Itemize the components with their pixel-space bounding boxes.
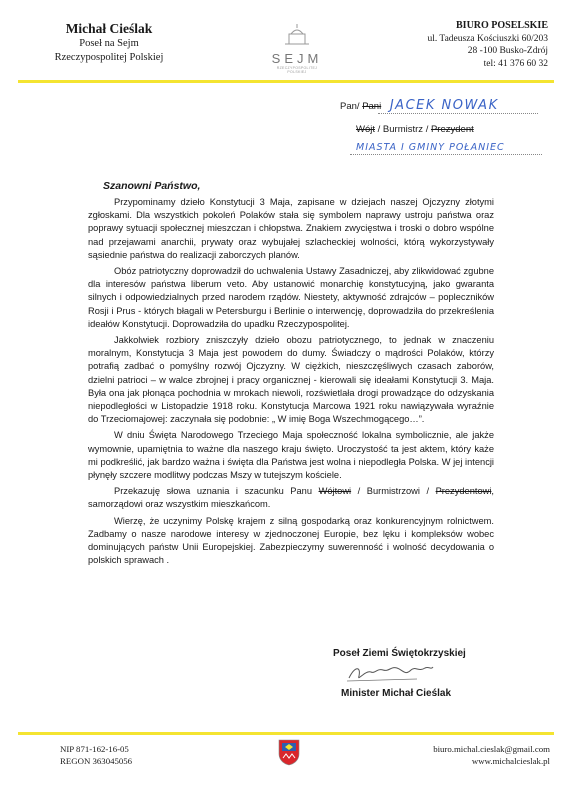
- thanks-burmistrz: / Burmistrzowi /: [351, 486, 436, 497]
- coat-of-arms-icon: [278, 738, 300, 766]
- paragraph: Jakkolwiek rozbiory zniszczyły dzieło obozu patriotycznego, to jednak w znaczeniu moralnym, Konstytucja 3 Maja jest powodem do dumy. Świadczy o mądrości Polaków, którzy potrafią zadbać o pomyślny rozwój Ojczyzny. W ciężkich, nieszczęśliwych czasach zaborów, dzielni patrioci – w walce zbrojnej i pracy organicznej - kierowali się ideałami Konstytucji 3. Maja. Była ona jak płonąca pochodnia w mrokach niewoli, rozświetlała drogi prowadzące do odzyskania niepodległości w Listopadzie 1918 roku. Konstytucja Marcowa 1921 roku nawiązywała wyraźnie do Trzeciomajowej: zaczynała się podobnie: „ W imię Boga Wszechmogącego…”.: [88, 335, 494, 425]
- office-underline: [350, 154, 542, 155]
- handwritten-name: JACEK NOWAK: [389, 98, 499, 113]
- office-title: BIURO POSELSKIE: [456, 20, 548, 31]
- signature-name: Minister Michał Cieślak: [341, 688, 452, 699]
- office-city: 28 -100 Busko-Zdrój: [467, 46, 548, 57]
- header-divider: [18, 80, 554, 83]
- office-address-block: [378, 20, 548, 70]
- footer-website-link[interactable]: www.michalcieslak.pl: [471, 756, 550, 766]
- mp-title-country: Rzeczypospolitej Polskiej: [54, 52, 164, 63]
- office-phone: tel: 41 376 60 32: [483, 58, 548, 69]
- sejm-logo: [267, 24, 327, 74]
- thanks-prezydent: Prezydentowi: [435, 486, 492, 497]
- mp-name: Michał Cieślak: [65, 21, 153, 36]
- office-street: ul. Tadeusza Kościuszki 60/203: [427, 33, 548, 44]
- thanks-text: Przekazuję słowa uznania i szacunku Panu: [114, 486, 319, 497]
- name-underline: [378, 113, 538, 114]
- nip-number: NIP 871-162-16-05: [60, 744, 129, 754]
- closing-paragraph: Wierzę, że uczynimy Polskę krajem z silną gospodarką oraz konkurencyjnym rolnictwem. Zadbamy o nasze narodowe interesy w zjednoczonej Europie, bez lęku i kompleksów wobec dominujących państw Unii Europejskiej. Zabezpieczymy suwerenność i wolność decydowania o polskich sprawach .: [88, 515, 494, 566]
- handwritten-office: MIASTA I GMINY POŁANIEC: [356, 142, 505, 153]
- signature-title: Poseł Ziemi Świętokrzyskiej: [333, 648, 466, 659]
- burmistrz-label: Burmistrz: [382, 124, 424, 135]
- separator: /: [425, 124, 429, 135]
- sejm-logo-subtitle: RZECZYPOSPOLITEJ POLSKIEJ: [276, 66, 318, 74]
- paragraph: Przypominamy dzieło Konstytucji 3 Maja, zapisane w dziejach naszej Ojczyzny złotymi zgłoskami. Dla wszystkich pokoleń Polaków stała się symbolem naprawy ustroju państwa oraz poprawy sytuacji społecznej mieszczan i chłopstwa. Znakiem zwycięstwa i troski o dobro wspólne nad przejawami anarchii, prywaty oraz wybujałej szlacheckiej wolności, którą wykorzystywały sąsiednie państwa do realizacji zaborczych planów.: [88, 197, 494, 260]
- footer-contact: [433, 743, 550, 767]
- thanks-wojt: Wójtowi: [318, 486, 352, 497]
- pani-label: Pani: [362, 101, 382, 112]
- sejm-building-icon: [267, 24, 327, 46]
- mp-header-block: [24, 20, 194, 65]
- addressee-name-line: [340, 98, 499, 113]
- sejm-logo-word: SEJM: [271, 51, 323, 66]
- handwritten-signature: [345, 662, 435, 684]
- pan-label: Pan/: [340, 101, 360, 112]
- addressee-office-line: [356, 124, 474, 135]
- salutation: Szanowni Państwo,: [103, 180, 201, 192]
- paragraph: W dniu Święta Narodowego Trzeciego Maja społeczność lokalna symbolicznie, ale jakże wymownie, upamiętnia to ważne dla naszego kraju święto. Uroczystość ta jest aktem, który każe mi podkreślić, jak bardzo ważna i święta dla Państwa jest wolna i niepodległa Polska. W jej intencji płynęły szczere modlitwy podczas Mszy w tutejszym kościele.: [88, 430, 494, 481]
- regon-number: REGON 363045056: [60, 756, 133, 766]
- thanks-text-end: , samorządowi oraz wszystkim mieszkańcom.: [88, 486, 494, 510]
- wojt-label: Wójt: [356, 124, 375, 135]
- letter-body: [88, 196, 494, 570]
- footer-divider: [18, 732, 554, 735]
- prezydent-label: Prezydent: [430, 124, 474, 135]
- paragraph: Obóz patriotyczny doprowadził do uchwalenia Ustawy Zasadniczej, aby zlikwidować zgubne dla interesów państwa liberum veto. Aby ustanowić monarchię konstytucyjną, jako gwaranta silnych i odpowiedzialnych przed narodem rządów. Niestety, aktywność zdrajców – popleczników Rosji i Prus - których błagali w Petersburgu i Berlinie o interwencję, doprowadziła do przekreślenia ideałów Konstytucji. Doprowadziła do upadku Rzeczypospolitej.: [88, 266, 494, 329]
- mp-title: Poseł na Sejm: [79, 38, 139, 49]
- separator: /: [377, 124, 381, 135]
- footer-ids: [60, 743, 132, 767]
- footer-email-link[interactable]: biuro.michal.cieslak@gmail.com: [433, 744, 550, 754]
- thanks-paragraph: [88, 485, 494, 511]
